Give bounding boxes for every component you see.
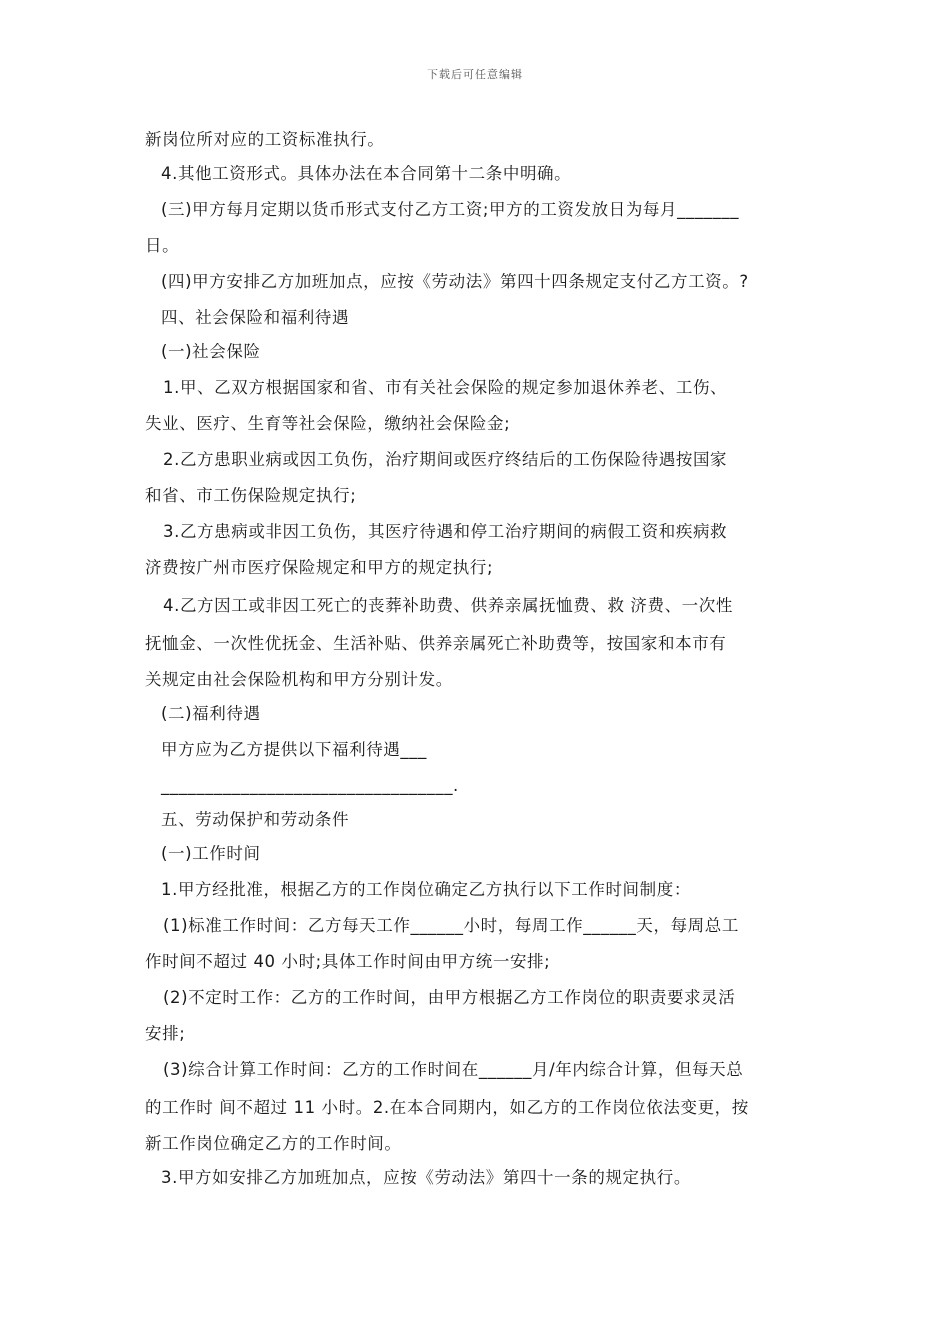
paragraph-line: 3.甲方如安排乙方加班加点，应按《劳动法》第四十一条的规定执行。 <box>161 1168 691 1187</box>
paragraph-line: (3)综合计算工作时间：乙方的工作时间在______月/年内综合计算，但每天总 <box>163 1060 744 1079</box>
paragraph-line: 关规定由社会保险机构和甲方分别计发。 <box>145 670 453 689</box>
paragraph-line: 失业、医疗、生育等社会保险，缴纳社会保险金; <box>145 414 511 433</box>
paragraph-line: 日。 <box>145 236 180 255</box>
paragraph-line: 新岗位所对应的工资标准执行。 <box>145 130 385 149</box>
paragraph-line: 的工作时 间不超过 11 小时。2.在本合同期内，如乙方的工作岗位依法变更，按 <box>145 1098 749 1117</box>
paragraph-line: 3.乙方患病或非因工负伤，其医疗待遇和停工治疗期间的病假工资和疾病救 <box>163 522 728 541</box>
blank-line: _________________________________. <box>161 776 459 795</box>
section-heading: 五、劳动保护和劳动条件 <box>161 810 350 829</box>
paragraph-line: 1.甲、乙双方根据国家和省、市有关社会保险的规定参加退休养老、工伤、 <box>163 378 728 397</box>
paragraph-line: (2)不定时工作：乙方的工作时间，由甲方根据乙方工作岗位的职责要求灵活 <box>163 988 736 1007</box>
paragraph-line: 1.甲方经批准，根据乙方的工作岗位确定乙方执行以下工作时间制度： <box>161 880 691 899</box>
paragraph-line: 甲方应为乙方提供以下福利待遇___ <box>161 740 427 759</box>
paragraph-line: 作时间不超过 40 小时;具体工作时间由甲方统一安排; <box>145 952 551 971</box>
page-header: 下载后可任意编辑 <box>427 68 523 81</box>
paragraph-line: 4.乙方因工或非因工死亡的丧葬补助费、供养亲属抚恤费、救 济费、一次性 <box>163 596 733 615</box>
paragraph-line: 济费按广州市医疗保险规定和甲方的规定执行; <box>145 558 494 577</box>
paragraph-line: 安排; <box>145 1024 186 1043</box>
paragraph-line: 4.其他工资形式。具体办法在本合同第十二条中明确。 <box>161 164 572 183</box>
paragraph-line: (四)甲方安排乙方加班加点，应按《劳动法》第四十四条规定支付乙方工资。? <box>161 272 749 291</box>
paragraph-line: (1)标准工作时间：乙方每天工作______小时，每周工作______天，每周总工 <box>163 916 739 935</box>
section-heading: 四、社会保险和福利待遇 <box>161 308 350 327</box>
paragraph-line: 和省、市工伤保险规定执行; <box>145 486 357 505</box>
paragraph-line: 新工作岗位确定乙方的工作时间。 <box>145 1134 402 1153</box>
paragraph-line: 2.乙方患职业病或因工负伤，治疗期间或医疗终结后的工伤保险待遇按国家 <box>163 450 728 469</box>
paragraph-line: 抚恤金、一次性优抚金、生活补贴、供养亲属死亡补助费等，按国家和本市有 <box>145 634 727 653</box>
subsection-heading: (二)福利待遇 <box>161 704 261 723</box>
paragraph-line: (三)甲方每月定期以货币形式支付乙方工资;甲方的工资发放日为每月_______ <box>161 200 740 219</box>
subsection-heading: (一)社会保险 <box>161 342 261 361</box>
subsection-heading: (一)工作时间 <box>161 844 261 863</box>
